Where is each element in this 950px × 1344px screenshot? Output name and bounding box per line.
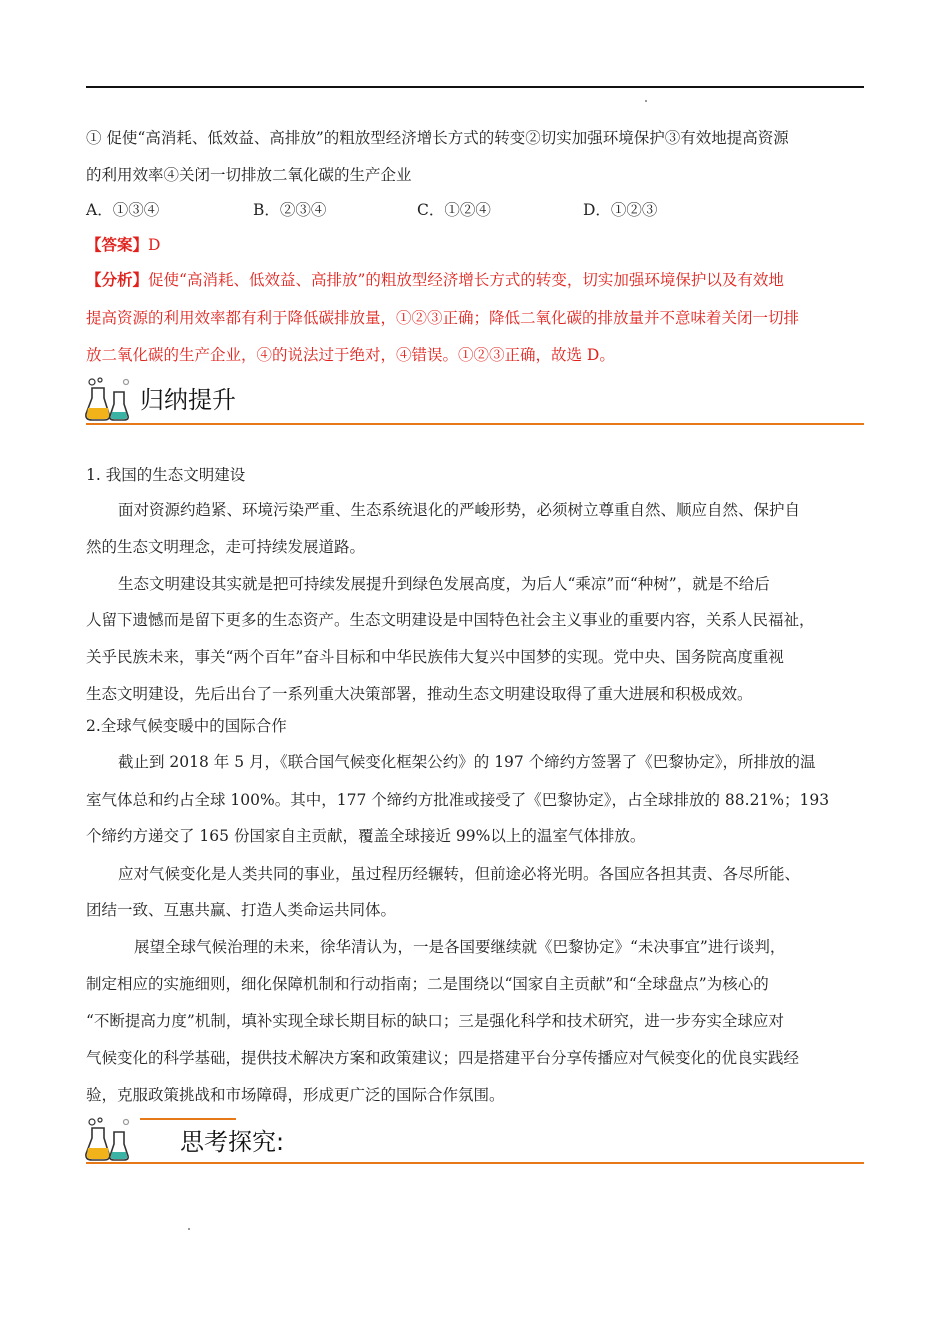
analysis-line-2: 提高资源的利用效率都有利于降低碳排放量，①②③正确；降低二氧化碳的排放量并不意味着关闭一切排 [86, 309, 800, 327]
lab-flask-icon [84, 1116, 134, 1162]
header-rule [86, 86, 864, 88]
option-a: A．①③④ [86, 201, 160, 219]
analysis-line-1 [86, 270, 784, 290]
answer-tag: 【答案】 [86, 235, 149, 254]
option-d: D．①②③ [583, 201, 658, 219]
section-accent-think [140, 1118, 236, 1120]
answer-value: D [148, 236, 161, 254]
paragraph-4-line-1: 应对气候变化是人类共同的事业，虽过程历经辗转，但前途必将光明。各国应各担其责、各尽所能、 [118, 865, 801, 883]
paragraph-3-line-1: 截止到 2018 年 5 月，《联合国气候变化框架公约》的 197 个缔约方签署了《巴黎协定》，所排放的温 [118, 753, 816, 771]
paragraph-5-line-4: 气候变化的科学基础，提供技术解决方案和政策建议；四是搭建平台分享传播应对气候变化的优良实践经 [86, 1049, 800, 1067]
section-rule-think [86, 1162, 864, 1164]
paragraph-5-line-2: 制定相应的实施细则，细化保障机制和行动指南；二是围绕以“国家自主贡献”和“全球盘点”为核心的 [86, 975, 769, 993]
summary-heading-1: 1. 我国的生态文明建设 [86, 466, 246, 484]
analysis-line-3: 放二氧化碳的生产企业，④的说法过于绝对，④错误。①②③正确，故选 D。 [86, 346, 615, 364]
option-b: B．②③④ [253, 201, 327, 219]
section-title-summary: 归纳提升 [140, 386, 236, 414]
paragraph-5-line-3: “不断提高力度”机制，填补实现全球长期目标的缺口；三是强化科学和技术研究，进一步夯实全球应对 [86, 1012, 784, 1030]
paragraph-3-line-3: 个缔约方递交了 165 份国家自主贡献，覆盖全球接近 99%以上的温室气体排放。 [86, 827, 646, 845]
option-c: C．①②④ [417, 201, 491, 219]
paragraph-2-line-1: 生态文明建设其实就是把可持续发展提升到绿色发展高度，为后人“乘凉”而“种树”，就是不给后 [118, 575, 770, 593]
paragraph-4-line-2: 团结一致、互惠共赢、打造人类命运共同体。 [86, 901, 397, 919]
paragraph-2-line-3: 关乎民族未来，事关“两个百年”奋斗目标和中华民族伟大复兴中国梦的实现。党中央、国务院高度重视 [86, 648, 784, 666]
paragraph-2-line-2: 人留下遗憾而是留下更多的生态资产。生态文明建设是中国特色社会主义事业的重要内容，关系人民福祉， [86, 611, 815, 629]
summary-heading-2: 2.全球气候变暖中的国际合作 [86, 717, 287, 735]
paragraph-2-line-4: 生态文明建设，先后出台了一系列重大决策部署，推动生态文明建设取得了重大进展和积极成效。 [86, 685, 753, 703]
dot-mark [188, 1228, 190, 1230]
section-rule-summary [86, 423, 864, 425]
paragraph-5-line-1: 展望全球气候治理的未来，徐华清认为，一是各国要继续就《巴黎协定》“未决事宜”进行谈判， [134, 938, 786, 956]
question-line-2: 的利用效率④关闭一切排放二氧化碳的生产企业 [86, 166, 412, 184]
analysis-text-1: 促使“高消耗、低效益、高排放”的粗放型经济增长方式的转变，切实加强环境保护以及有效地 [148, 271, 784, 289]
paragraph-1-line-2: 然的生态文明理念，走可持续发展道路。 [86, 538, 366, 556]
analysis-tag: 【分析】 [86, 270, 149, 289]
paragraph-1-line-1: 面对资源约趋紧、环境污染严重、生态系统退化的严峻形势，必须树立尊重自然、顺应自然、保护自 [118, 501, 801, 519]
paragraph-5-line-5: 验，克服政策挑战和市场障碍，形成更广泛的国际合作氛围。 [86, 1086, 505, 1104]
section-title-think: 思考探究: [180, 1128, 285, 1156]
lab-flask-icon [84, 376, 134, 422]
answer-line [86, 235, 160, 255]
paragraph-3-line-2: 室气体总和约占全球 100%。其中，177 个缔约方批准或接受了《巴黎协定》，占全球排放的 88.21%；193 [86, 791, 830, 809]
question-line-1: ① 促使“高消耗、低效益、高排放”的粗放型经济增长方式的转变②切实加强环境保护③有效地提高资源 [86, 129, 789, 147]
dot-mark [645, 100, 647, 102]
